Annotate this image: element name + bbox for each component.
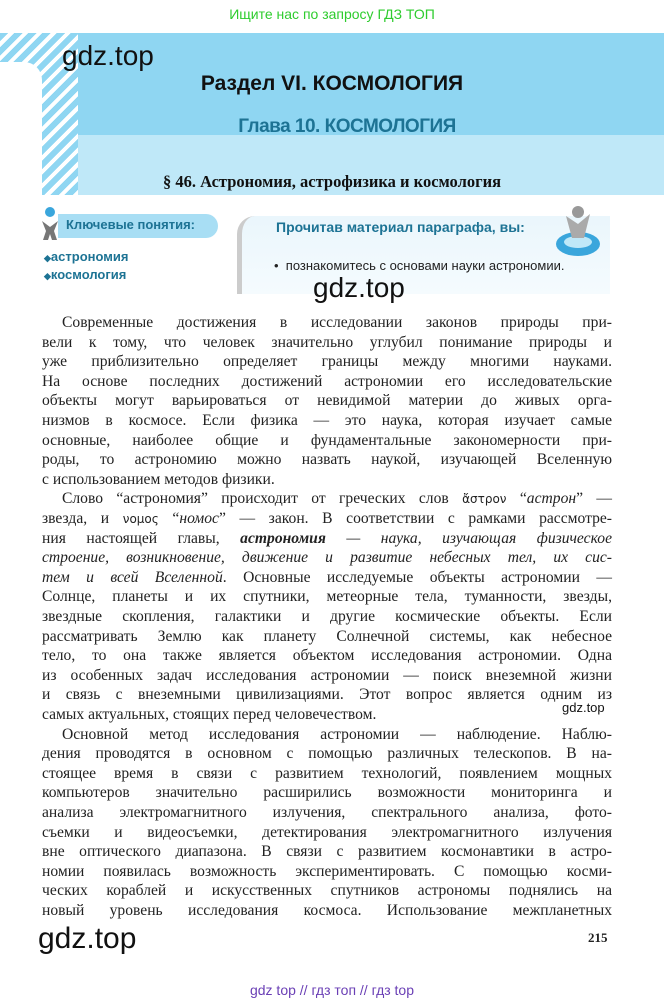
watermark: gdz.top xyxy=(62,40,154,71)
text-line: компьютеров значительно расширились возможности мониторинга и xyxy=(42,784,612,802)
paragraph-title: § 46. Астрономия, астрофизика и космология xyxy=(162,172,502,191)
text-line: звездные скопления, галактики и другие космические объекты. Если xyxy=(42,608,612,625)
key-concept-item: ◆астрономия xyxy=(44,249,129,264)
key-concept-item: ◆космология xyxy=(44,267,127,282)
text-line: низмов в космосе. Если физика — это наука, которая изучает самые xyxy=(42,412,612,429)
key-concepts-label: Ключевые понятия: xyxy=(66,217,196,232)
text-line: вне оптического диапазона. В связи с развитием космонавтики в астро- xyxy=(42,843,612,861)
text-line: Слово “астрономия” происходит от греческих слов ἄστρον “астрон” — xyxy=(62,490,612,508)
section-title: Раздел VI. КОСМОЛОГИЯ xyxy=(200,72,464,95)
globe-person-icon xyxy=(548,200,608,258)
text-line: из особенных задач исследования астрономии — поиск внеземной жизни xyxy=(42,666,612,684)
text-line: тело, то она также является объектом исследования астрономии. Одна xyxy=(42,647,612,665)
text-line: основные, наиболее общие и фундаментальные закономерности при- xyxy=(42,431,612,449)
text-line: Основной метод исследования астрономии — наблюдение. Наблю- xyxy=(62,725,612,743)
search-hint: Ищите нас по запросу ГДЗ ТОП xyxy=(229,6,435,22)
text-line: ния настоящей главы, астрономия — наука, изучающая физическое xyxy=(42,529,612,547)
watermark: gdz.top xyxy=(313,272,405,303)
watermark: gdz.top xyxy=(562,700,605,715)
text-line: новый уровень исследования космоса. Использование межпланетных xyxy=(42,902,612,919)
text-line: роды, то астрономию можно назвать наукой, изучающей Вселенную xyxy=(42,451,612,469)
text-line: ческих кораблей и искусственных спутников астрономы поднялись на xyxy=(42,882,612,900)
text-line: номии появилась возможность экспериментировать. С помощью косми- xyxy=(42,862,612,880)
goals-title: Прочитав материал параграфа, вы: xyxy=(276,219,525,235)
text-line: рассматривать Землю как планету Солнечной системы, как небесное xyxy=(42,627,612,645)
text-line: съемки и видеосъемки, детектирования электромагнитного излучения xyxy=(42,823,612,841)
page-number: 215 xyxy=(588,930,608,945)
text-line: объекты могут варьироваться от невидимой материи до живых орга- xyxy=(42,392,612,410)
text-line: строение, возникновение, движение и развитие небесных тел, их сис- xyxy=(42,549,612,567)
text-line: анализа электромагнитного излучения, спектрального анализа, фото- xyxy=(42,804,612,821)
text-line: с использованием методов физики. xyxy=(42,470,275,488)
text-line: вели к тому, что человек значительно углубил понимание природы и xyxy=(42,333,612,351)
text-line: Солнце, планеты и их спутники, метеорные тела, туманности, звезды, xyxy=(42,588,612,606)
text-line: и связь с внеземными цивилизациями. Этот вопрос является одним из xyxy=(42,686,612,704)
text-line: дения проводятся в основном с помощью различных телескопов. В на- xyxy=(42,745,612,763)
footer-links: gdz top // гдз топ // гдз top xyxy=(249,982,415,998)
text-line: уже приблизительно определяет границы между многими науками. xyxy=(42,353,612,371)
text-line: самых актуальных, стоящих перед человечеством. xyxy=(42,706,377,723)
text-line: тем и всей Вселенной. Основные исследуемые объекты астрономии — xyxy=(42,568,612,586)
person-icon xyxy=(40,205,66,241)
text-line: На основе последних достижений астрономии его исследовательские xyxy=(42,372,612,390)
text-line: Современные достижения в исследовании законов природы при- xyxy=(62,314,612,331)
goal-item: • познакомитесь с основами науки астрономии. xyxy=(274,258,565,273)
text-line: стоящее время в связи с развитием технологий, появлением мощных xyxy=(42,764,612,782)
text-line: звезда, и νομος “номос” — закон. В соответствии с рамками рассмотре- xyxy=(42,510,613,527)
watermark: gdz.top xyxy=(38,922,137,955)
chapter-title: Глава 10. КОСМОЛОГИЯ xyxy=(238,116,456,137)
